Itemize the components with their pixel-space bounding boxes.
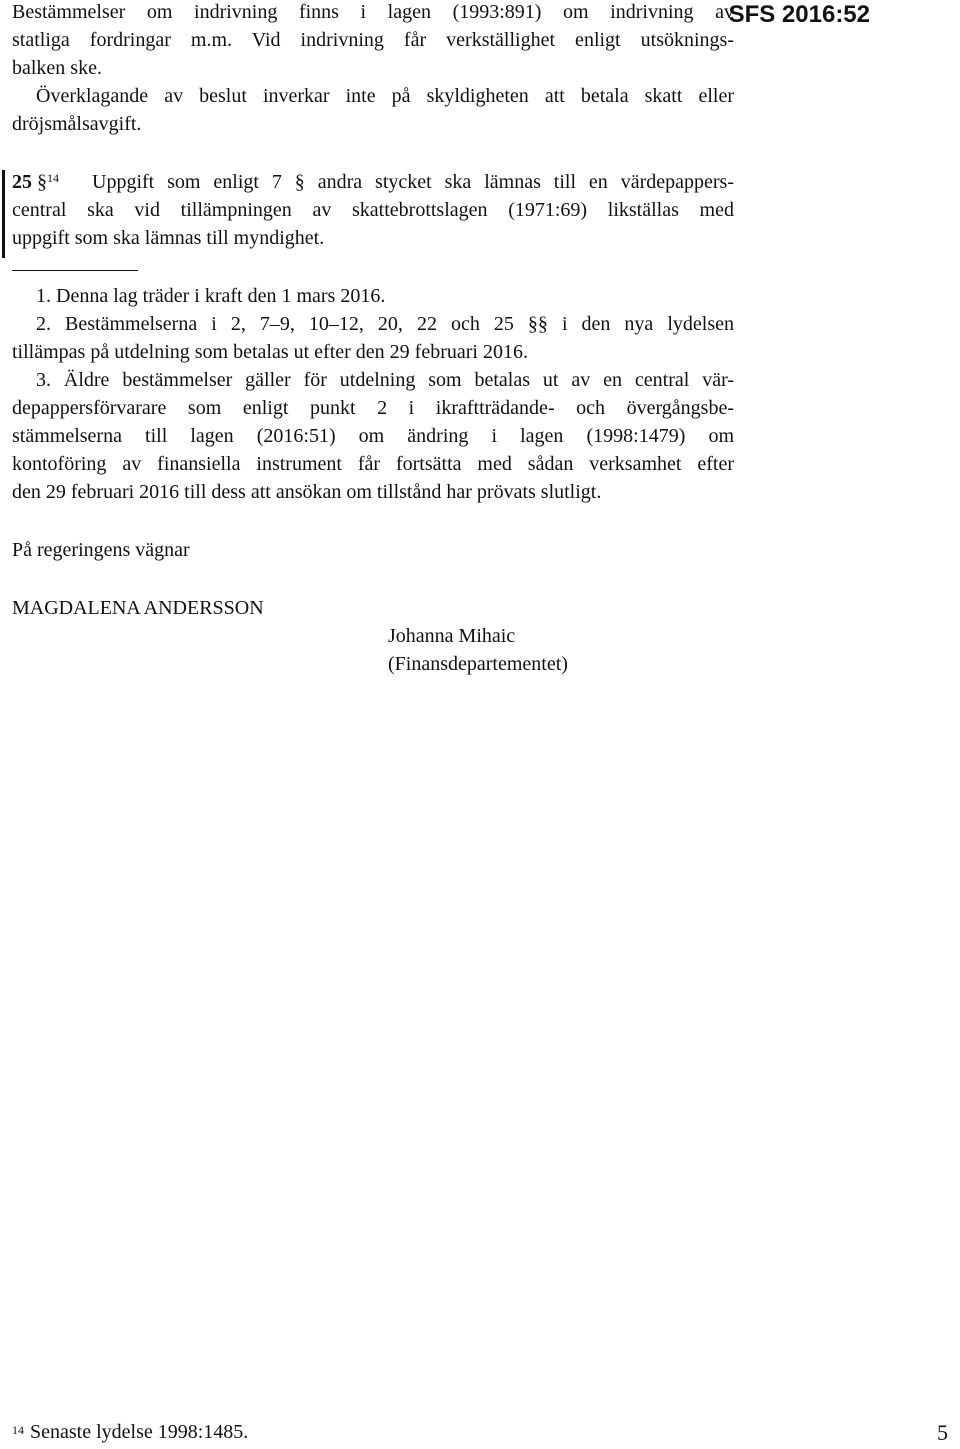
transitional-item-3-line-4: kontoföring av finansiella instrument får fortsätta med sådan verksamhet efter: [12, 453, 734, 475]
section-number: 25: [12, 171, 32, 193]
intro-line-2: statliga fordringar m.m. Vid indrivning får verkställighet enligt utsöknings-: [12, 29, 734, 51]
footnote-number: 14: [12, 1423, 24, 1437]
section-25-line-1: Uppgift som enligt 7 § andra stycket ska lämnas till en värdepappers-: [92, 171, 734, 193]
minister-name: MAGDALENA ANDERSSON: [12, 597, 264, 619]
intro-line-4: Överklagande av beslut inverkar inte på skyldigheten att betala skatt eller: [36, 85, 734, 107]
transitional-item-1: 1. Denna lag träder i kraft den 1 mars 2016.: [36, 285, 386, 307]
footnote: [12, 1418, 248, 1446]
transitional-item-3-line-2: depappersförvarare som enligt punkt 2 i ikraftträdande- och övergångsbe-: [12, 397, 734, 419]
department-name: (Finansdepartementet): [388, 653, 568, 675]
transitional-item-3-line-1: 3. Äldre bestämmelser gäller för utdelning som betalas ut av en central vär-: [36, 369, 734, 391]
amendment-change-bar: [2, 170, 5, 258]
transitional-item-2-line-1: 2. Bestämmelserna i 2, 7–9, 10–12, 20, 22 och 25 §§ i den nya lydelsen: [36, 313, 734, 335]
on-behalf-of-government: På regeringens vägnar: [12, 539, 190, 561]
section-25-heading: [12, 168, 59, 196]
transitional-item-2-line-2: tillämpas på utdelning som betalas ut efter den 29 februari 2016.: [12, 341, 528, 363]
page-number: 5: [937, 1420, 948, 1445]
intro-line-1: Bestämmelser om indrivning finns i lagen (1993:891) om indrivning av: [12, 1, 734, 23]
transitional-item-3-line-5: den 29 februari 2016 till dess att ansökan om tillstånd har prövats slutligt.: [12, 481, 602, 503]
footnote-reference: 14: [47, 171, 59, 185]
official-name: Johanna Mihaic: [388, 625, 516, 647]
intro-line-5: dröjsmålsavgift.: [12, 113, 142, 135]
section-25-line-3: uppgift som ska lämnas till myndighet.: [12, 227, 325, 249]
sfs-number-label: SFS 2016:52: [728, 1, 870, 28]
separator-rule: [12, 270, 138, 271]
section-symbol: §: [37, 171, 47, 193]
section-25-line-2: central ska vid tillämpningen av skattebrottslagen (1971:69) likställas med: [12, 199, 734, 221]
transitional-item-3-line-3: stämmelserna till lagen (2016:51) om ändring i lagen (1998:1479) om: [12, 425, 734, 447]
footnote-text: Senaste lydelse 1998:1485.: [30, 1421, 249, 1443]
intro-line-3: balken ske.: [12, 57, 102, 79]
